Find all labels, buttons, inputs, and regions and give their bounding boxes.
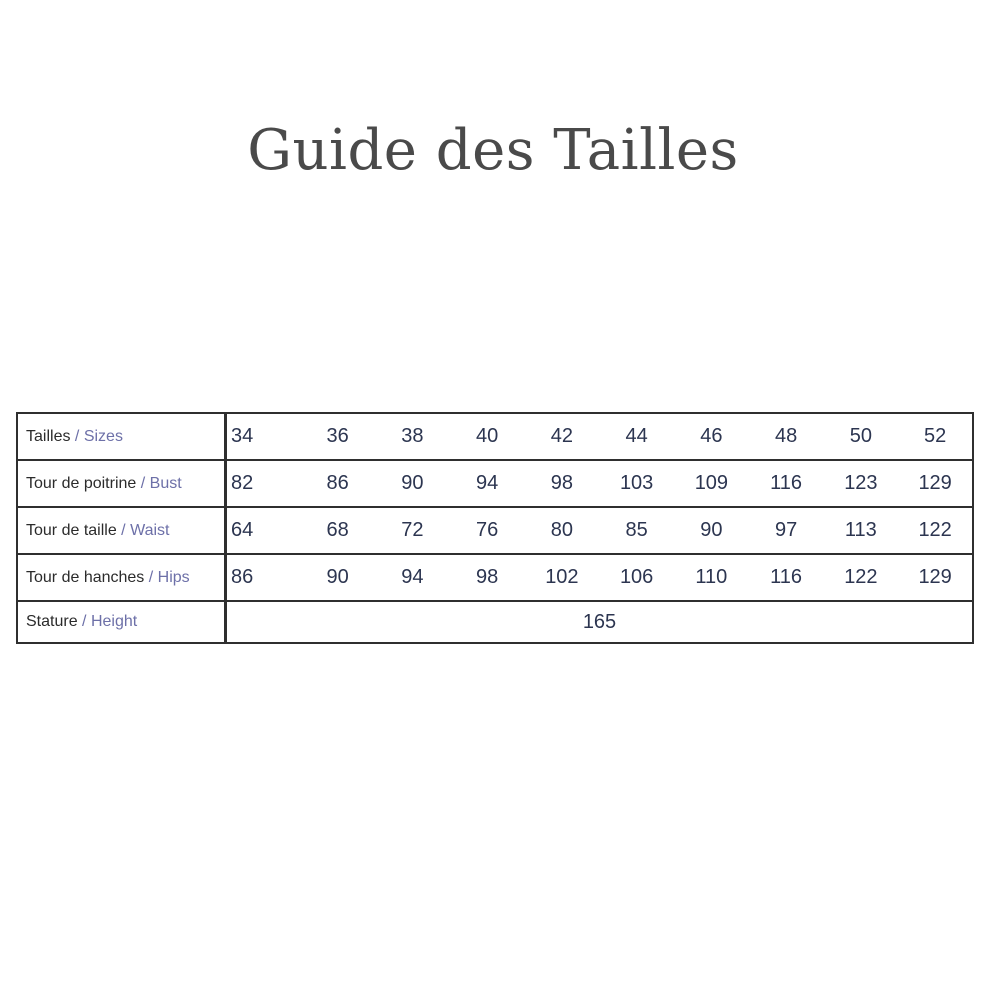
table-cell: 123 (824, 460, 899, 507)
table-cell: 40 (450, 413, 525, 460)
table-cell: 68 (300, 507, 375, 554)
table-row-hips (17, 554, 973, 601)
table-row-sizes (17, 413, 973, 460)
table-cell: 86 (226, 554, 301, 601)
row-label-en: Waist (130, 521, 170, 539)
row-label (17, 601, 226, 643)
label-separator: / (136, 474, 150, 492)
table-cell: 85 (599, 507, 674, 554)
table-cell: 64 (226, 507, 301, 554)
table-cell: 122 (824, 554, 899, 601)
table-row-height (17, 601, 973, 643)
size-table-body (17, 413, 973, 643)
table-cell: 72 (375, 507, 450, 554)
row-label-en: Sizes (83, 427, 123, 445)
table-cell: 80 (525, 507, 600, 554)
table-cell: 90 (375, 460, 450, 507)
table-cell: 82 (226, 460, 301, 507)
row-label (17, 413, 226, 460)
table-cell: 48 (749, 413, 824, 460)
table-cell: 106 (599, 554, 674, 601)
row-label-fr: Tailles (26, 427, 71, 445)
table-cell: 129 (898, 460, 973, 507)
table-cell: 97 (749, 507, 824, 554)
row-label-fr: Tour de hanches (26, 568, 145, 586)
table-cell: 38 (375, 413, 450, 460)
table-cell: 90 (300, 554, 375, 601)
size-table (16, 412, 974, 644)
table-cell: 116 (749, 554, 824, 601)
table-cell: 103 (599, 460, 674, 507)
table-cell: 110 (674, 554, 749, 601)
table-cell: 109 (674, 460, 749, 507)
table-cell: 50 (824, 413, 899, 460)
table-cell: 90 (674, 507, 749, 554)
page-title: Guide des Tailles (247, 118, 739, 183)
table-cell: 102 (525, 554, 600, 601)
table-cell: 113 (824, 507, 899, 554)
row-label (17, 554, 226, 601)
row-label-fr: Tour de taille (26, 521, 117, 539)
table-cell: 42 (525, 413, 600, 460)
table-cell: 116 (749, 460, 824, 507)
table-cell: 34 (226, 413, 301, 460)
row-label (17, 460, 226, 507)
table-row-bust (17, 460, 973, 507)
row-label-fr: Tour de poitrine (26, 474, 137, 492)
label-separator: / (77, 613, 91, 630)
table-cell: 46 (674, 413, 749, 460)
row-label-fr: Stature (26, 613, 78, 630)
row-label (17, 507, 226, 554)
table-cell: 86 (300, 460, 375, 507)
label-separator: / (144, 568, 158, 586)
table-row-waist (17, 507, 973, 554)
label-separator: / (70, 427, 84, 445)
table-cell: 52 (898, 413, 973, 460)
table-cell: 122 (898, 507, 973, 554)
table-cell: 94 (375, 554, 450, 601)
row-label-en: Hips (157, 568, 190, 586)
table-cell: 44 (599, 413, 674, 460)
table-cell: 76 (450, 507, 525, 554)
row-label-en: Height (90, 613, 138, 630)
row-label-en: Bust (149, 474, 182, 492)
table-cell: 98 (450, 554, 525, 601)
table-cell: 36 (300, 413, 375, 460)
table-cell: 94 (450, 460, 525, 507)
label-separator: / (116, 521, 131, 539)
table-cell: 98 (525, 460, 600, 507)
table-cell: 129 (898, 554, 973, 601)
height-value-cell: 165 (226, 601, 974, 643)
